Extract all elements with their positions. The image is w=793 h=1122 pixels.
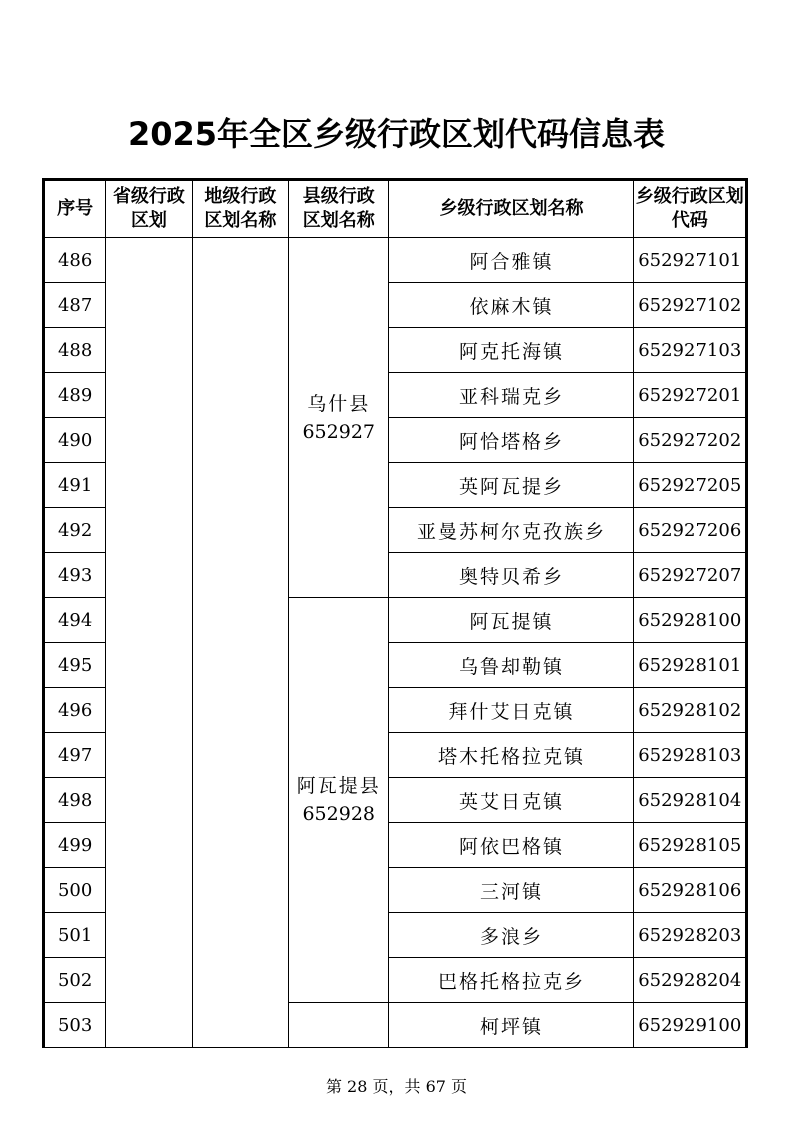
cell-town-name: 依麻木镇 bbox=[389, 283, 634, 328]
col-header-town-name: 乡级行政区划名称 bbox=[389, 180, 634, 238]
cell-town-code: 652928104 bbox=[634, 778, 747, 823]
cell-prefecture-blank bbox=[192, 238, 288, 1048]
cell-town-name: 拜什艾日克镇 bbox=[389, 688, 634, 733]
col-header-province-text: 省级行政区划 bbox=[112, 186, 185, 231]
cell-seq: 495 bbox=[44, 643, 106, 688]
cell-town-name: 塔木托格拉克镇 bbox=[389, 733, 634, 778]
cell-seq: 498 bbox=[44, 778, 106, 823]
cell-town-name: 阿恰塔格乡 bbox=[389, 418, 634, 463]
col-header-town-code-text: 乡级行政区划代码 bbox=[635, 186, 744, 231]
cell-seq: 497 bbox=[44, 733, 106, 778]
cell-town-code: 652927206 bbox=[634, 508, 747, 553]
cell-town-code: 652927207 bbox=[634, 553, 747, 598]
county-code: 652928 bbox=[302, 803, 375, 825]
cell-town-code: 652927202 bbox=[634, 418, 747, 463]
cell-town-name: 亚科瑞克乡 bbox=[389, 373, 634, 418]
cell-seq: 488 bbox=[44, 328, 106, 373]
cell-town-code: 652927101 bbox=[634, 238, 747, 283]
cell-town-name: 三河镇 bbox=[389, 868, 634, 913]
page-title: 2025年全区乡级行政区划代码信息表 bbox=[127, 115, 666, 153]
col-header-prefecture-text: 地级行政区划名称 bbox=[204, 186, 277, 231]
cell-county-wushi bbox=[289, 238, 389, 598]
cell-county-awati bbox=[289, 598, 389, 1003]
cell-town-name: 阿合雅镇 bbox=[389, 238, 634, 283]
cell-town-code: 652928101 bbox=[634, 643, 747, 688]
cell-town-name: 阿克托海镇 bbox=[389, 328, 634, 373]
cell-seq: 493 bbox=[44, 553, 106, 598]
cell-town-code: 652928103 bbox=[634, 733, 747, 778]
cell-seq: 491 bbox=[44, 463, 106, 508]
cell-town-name: 奥特贝希乡 bbox=[389, 553, 634, 598]
cell-town-code: 652928106 bbox=[634, 868, 747, 913]
table-header-row bbox=[44, 180, 747, 238]
cell-town-name: 英阿瓦提乡 bbox=[389, 463, 634, 508]
cell-seq: 489 bbox=[44, 373, 106, 418]
cell-town-code: 652928203 bbox=[634, 913, 747, 958]
cell-town-code: 652927201 bbox=[634, 373, 747, 418]
col-header-town-code bbox=[634, 180, 747, 238]
cell-town-name: 阿依巴格镇 bbox=[389, 823, 634, 868]
cell-seq: 486 bbox=[44, 238, 106, 283]
cell-town-code: 652927103 bbox=[634, 328, 747, 373]
cell-town-name: 英艾日克镇 bbox=[389, 778, 634, 823]
page-footer: 第 28 页，共 67 页 bbox=[325, 1077, 468, 1096]
cell-seq: 500 bbox=[44, 868, 106, 913]
division-code-table bbox=[42, 178, 748, 1048]
col-header-prefecture bbox=[192, 180, 288, 238]
cell-town-code: 652929100 bbox=[634, 1003, 747, 1048]
cell-seq: 501 bbox=[44, 913, 106, 958]
col-header-province bbox=[106, 180, 192, 238]
cell-seq: 487 bbox=[44, 283, 106, 328]
table-row bbox=[44, 238, 747, 283]
cell-seq: 502 bbox=[44, 958, 106, 1003]
col-header-county bbox=[289, 180, 389, 238]
cell-town-name: 亚曼苏柯尔克孜族乡 bbox=[389, 508, 634, 553]
cell-town-code: 652928100 bbox=[634, 598, 747, 643]
cell-town-code: 652927205 bbox=[634, 463, 747, 508]
cell-town-code: 652928105 bbox=[634, 823, 747, 868]
county-code: 652927 bbox=[302, 420, 375, 443]
cell-seq: 496 bbox=[44, 688, 106, 733]
col-header-county-text: 县级行政区划名称 bbox=[302, 186, 375, 231]
cell-seq: 494 bbox=[44, 598, 106, 643]
cell-town-name: 乌鲁却勒镇 bbox=[389, 643, 634, 688]
cell-town-code: 652928204 bbox=[634, 958, 747, 1003]
cell-county-blank bbox=[289, 1003, 389, 1048]
col-header-seq: 序号 bbox=[44, 180, 106, 238]
cell-seq: 492 bbox=[44, 508, 106, 553]
cell-seq: 499 bbox=[44, 823, 106, 868]
county-name: 阿瓦提县 bbox=[296, 775, 381, 797]
cell-town-name: 柯坪镇 bbox=[389, 1003, 634, 1048]
cell-town-code: 652928102 bbox=[634, 688, 747, 733]
cell-town-code: 652927102 bbox=[634, 283, 747, 328]
cell-town-name: 巴格托格拉克乡 bbox=[389, 958, 634, 1003]
cell-seq: 490 bbox=[44, 418, 106, 463]
cell-town-name: 阿瓦提镇 bbox=[389, 598, 634, 643]
county-name: 乌什县 bbox=[307, 392, 371, 415]
cell-seq: 503 bbox=[44, 1003, 106, 1048]
cell-province-blank bbox=[106, 238, 192, 1048]
cell-town-name: 多浪乡 bbox=[389, 913, 634, 958]
